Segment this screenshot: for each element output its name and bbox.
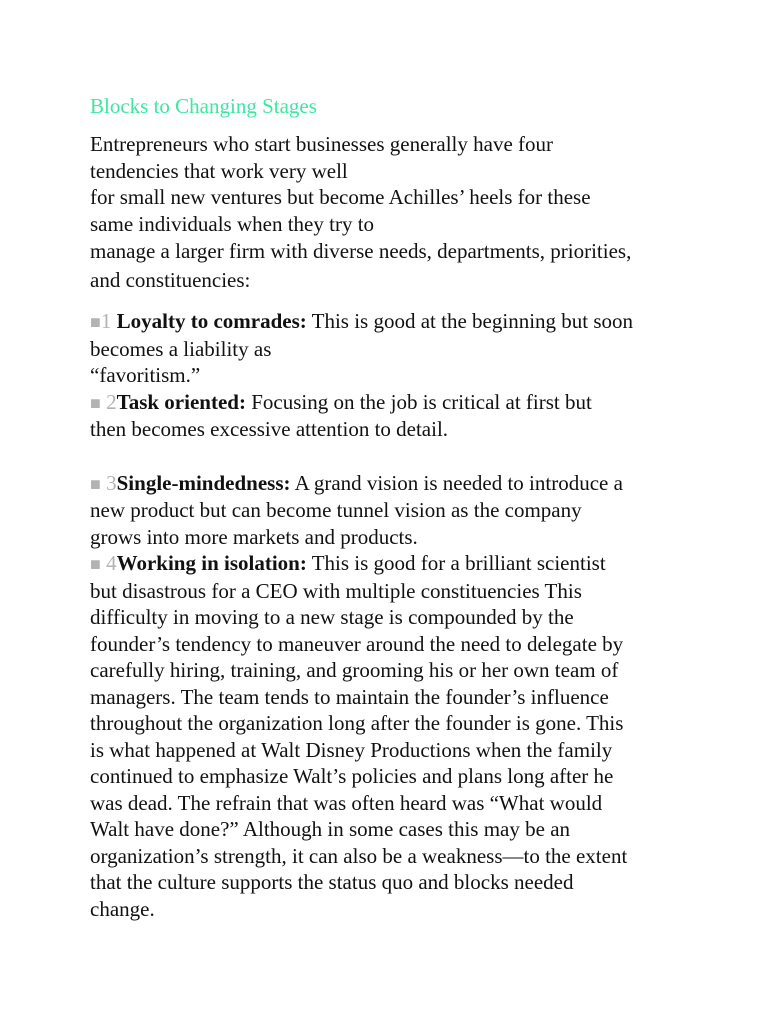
text-line: new product but can become tunnel vision as the company [90, 498, 582, 522]
square-bullet-icon: ■ [90, 554, 101, 574]
item-first-line [90, 308, 680, 336]
text-line: then becomes excessive attention to detail. [90, 417, 449, 441]
text-line: organization’s strength, it can also be a weakness—to the extent [90, 843, 628, 868]
text-line: managers. The team tends to maintain the founder’s influence [90, 684, 609, 709]
text-line: continued to emphasize Walt’s policies and plans long after he [90, 764, 614, 788]
square-bullet-icon: ■ [90, 312, 101, 332]
text-line: Walt have done?” Although in some cases this may be an [90, 817, 571, 841]
text-line: becomes a liability as [90, 336, 272, 361]
item-number: 1 [100, 309, 112, 333]
spacer [90, 443, 680, 470]
item-number: 4 [106, 551, 117, 575]
text-line: carefully hiring, training, and grooming his or her own team of [90, 658, 619, 682]
item-first-line [90, 470, 680, 498]
text-line: for small new ventures but become Achilles’ heels for these [90, 185, 591, 209]
list-item [90, 389, 680, 443]
text-line: that the culture supports the status quo and blocks needed [90, 870, 574, 894]
item-text: This is good at the beginning but soon [306, 309, 634, 333]
text-line: Entrepreneurs who start businesses generally have four [90, 132, 554, 156]
item-text: Focusing on the job is critical at first but [245, 389, 592, 414]
text-line: but disastrous for a CEO with multiple constituencies This [90, 578, 582, 603]
text-line: same individuals when they try to [90, 211, 375, 236]
list-item [90, 470, 680, 551]
text-line: grows into more markets and products. [90, 524, 418, 549]
item-number: 2 [106, 389, 117, 414]
item-term: Working in isolation: [116, 551, 307, 575]
item-first-line [90, 550, 680, 578]
document-page [90, 92, 680, 922]
item-first-line [90, 389, 680, 417]
item-term: Loyalty to comrades: [116, 309, 307, 333]
text-line: and constituencies: [90, 267, 251, 292]
intro-paragraph [90, 131, 680, 293]
item-text: A grand vision is needed to introduce a [290, 470, 623, 495]
text-line: throughout the organization long after the founder is gone. This [90, 711, 624, 735]
list-item [90, 550, 680, 922]
item-term: Task oriented: [116, 389, 246, 414]
section-heading: Blocks to Changing Stages [90, 94, 317, 118]
text-line: change. [90, 896, 155, 921]
text-line: “favoritism.” [90, 363, 201, 387]
item-text: This is good for a brilliant scientist [306, 551, 606, 575]
text-line: difficulty in moving to a new stage is compounded by the [90, 605, 574, 629]
text-line: founder’s tendency to maneuver around the need to delegate by [90, 631, 624, 656]
list-item [90, 308, 680, 389]
text-line: tendencies that work very well [90, 158, 348, 183]
text-line: is what happened at Walt Disney Productions when the family [90, 737, 613, 762]
square-bullet-icon: ■ [90, 473, 101, 494]
text-line: was dead. The refrain that was often heard was “What would [90, 790, 603, 815]
item-term: Single-mindedness: [116, 470, 291, 495]
spacer [90, 293, 680, 308]
square-bullet-icon: ■ [90, 392, 101, 413]
item-number: 3 [106, 470, 117, 495]
text-line: manage a larger firm with diverse needs, departments, priorities, [90, 239, 632, 263]
